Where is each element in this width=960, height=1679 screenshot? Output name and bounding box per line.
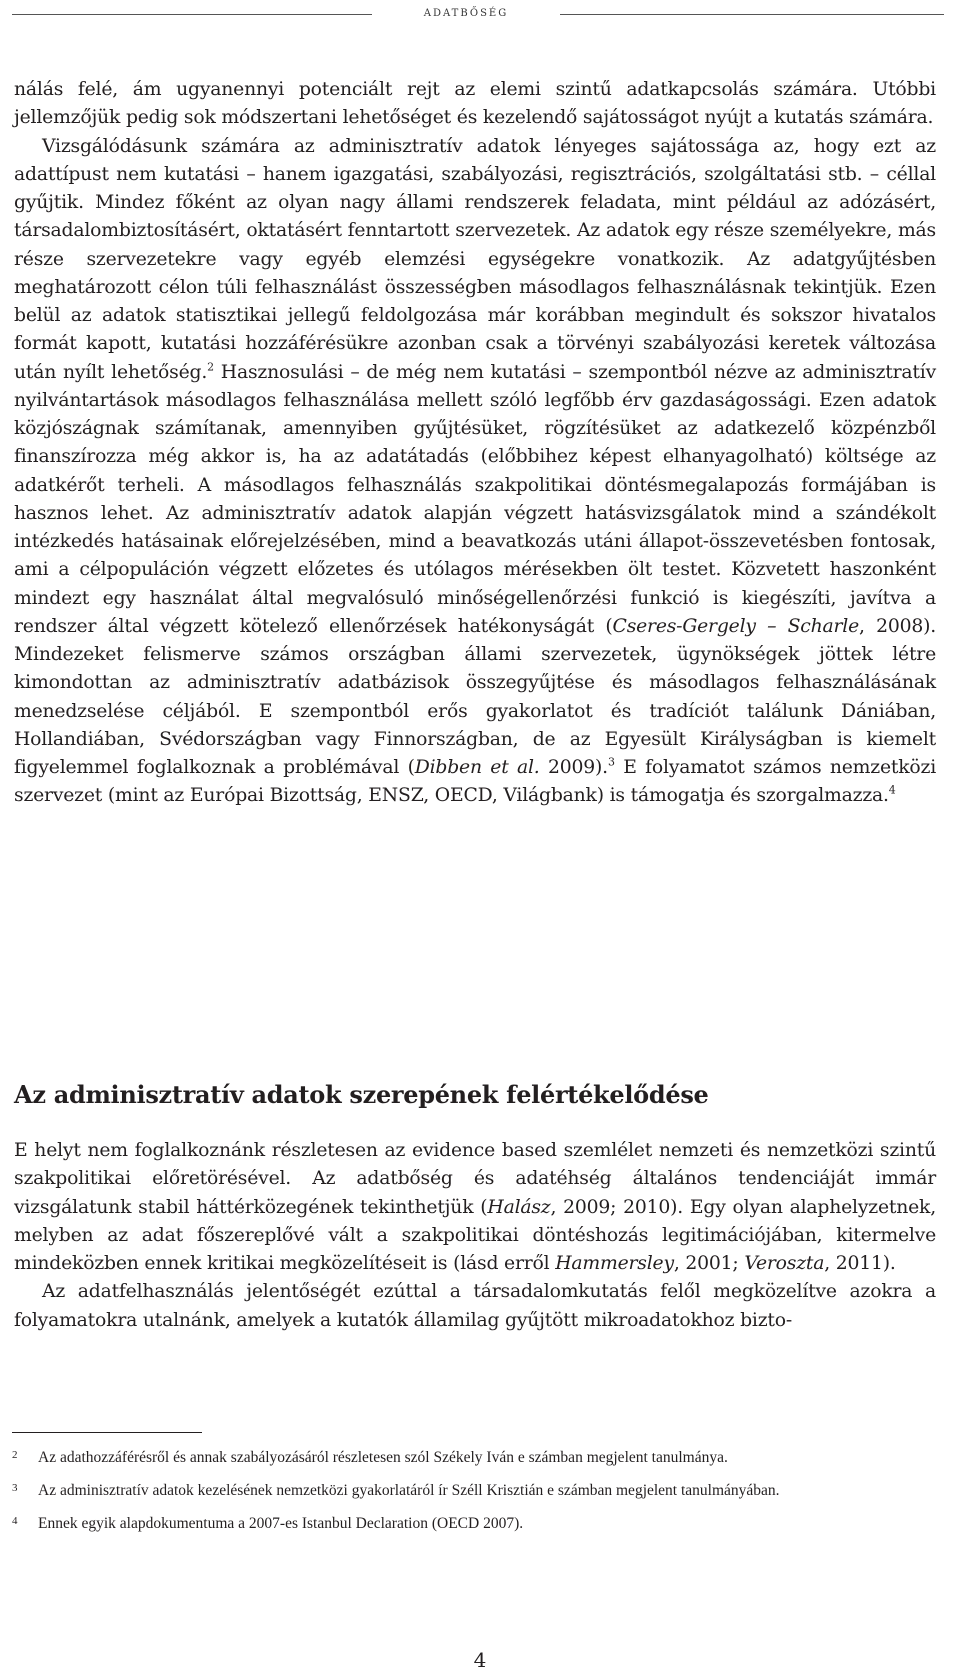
- citation: Dibben et al.: [414, 757, 540, 778]
- text-run: E folyamatot számos nemzetközi szervezet (mint az Európai Bizottság, ENSZ, OECD, Világbank) is támogatja és szorgalmazza.: [14, 757, 936, 807]
- text-run: Vizsgálódásunk számára az adminisztratív adatok lényeges sajátossága az, hogy ezt az adattípust nem kutatási – hanem igazgatási, szabályozási, regisztrációs, szolgáltatási stb. – céllal gyűjtik. Mindez főként az olyan nagy állami rendszerek feladata, mint például az adózásért, társadalombiztosításért, oktatásért fenntartott szervezetek. Az adatok egy része személyekre, más része szervezetekre vagy egyéb elemzési egységekre vonatkozik. Az adatgyűjtésben meghatározott célon túli felhasználást összességben másodlagos felhasználásnak tekintjük. Ezen belül az adatok statisztikai jellegű feldolgozása már korábban megindult és sokszor hivatalos formát kapott, kutatási hozzáférésükre azonban csak a törvényi szabályozási keretek változása után nyílt lehetőség.: [14, 135, 936, 383]
- main-body: [14, 76, 936, 811]
- text-run: 2009).: [539, 757, 608, 778]
- text-run: Hasznosulási – de még nem kutatási – szempontból nézve az adminisztratív nyilvántartások másodlagos felhasználása mellett szóló legfőbb érv gazdaságossági. Ezen adatok közjószágnak számítanak, amennyiben gyűjtésüket, rögzítésüket az adatkezelő közpénzből finanszírozza még akkor is, ha az adatátadás (előbbihez képest elhanyagolható) költsége az adatkérőt terheli. A másodlagos felhasználás szakpolitikai döntésmegalapozás formájában is hasznos lehet. Az adminisztratív adatok alapján végzett hatásvizsgálatok mind a szándékolt intézkedés hatásainak előrejelzésében, mind a beavatkozás utáni állapot-összevetésben fontosak, ami a célpopuláción végzett előzetes és utólagos mérésekben ölt testet. Közvetett haszonként mindezt egy használat által megvalósuló minőségellenőrzési funkció is kiegészíti, javítva a rendszer által végzett kötelező ellenőrzések hatékonyságát (: [14, 361, 936, 637]
- header-rule-left: [12, 14, 372, 15]
- section-paragraph-2: Az adatfelhasználás jelentőségét ezúttal a társadalomkutatás felől megközelítve azokra a folyamatokra utalnánk, amelyek a kutatók államilag gyűjtött mikroadatokhoz bizto-: [14, 1281, 936, 1331]
- footnote-number: 3: [12, 1482, 18, 1494]
- footnote-ref-4[interactable]: 4: [888, 783, 896, 797]
- footnote-4: [12, 1512, 936, 1535]
- footnotes: [12, 1446, 936, 1545]
- text-run: , 2008). Mindezeket felismerve számos országban állami szervezetek, ügynökségek jöttek létre kimondottan az adminisztratív adatbázisok összegyűjtése és másodlagos felhasználásának menedzselése céljából. E szempontból erős gyakorlatot és tradíciót találunk Dániában, Hollandiában, Svédországban vagy Finnországban, de az Egyesült Királyságban is kiemelt figyelemmel foglalkoznak a problémával (: [14, 615, 937, 778]
- footnote-number: 2: [12, 1449, 18, 1461]
- text-run: , 2009; 2010). Egy olyan alaphelyzetnek, melyben az adat főszereplővé vált a szakpolitikai döntéshozás legitimációjában, kitermelve mindeközben ennek kritikai megközelítéseit is (lásd erről: [14, 1196, 936, 1274]
- page-number: 4: [473, 1648, 487, 1672]
- footnote-text: Az adminisztratív adatok kezelésének nemzetközi gyakorlatáról ír Széll Krisztián e számban megjelent tanulmányában.: [38, 1482, 780, 1499]
- footnote-3: [12, 1479, 936, 1502]
- paragraph-continued: nálás felé, ám ugyanennyi potenciált rejt az elemi szintű adatkapcsolás számára. Utóbbi jellemzőjük pedig sok módszertani lehetőséget és kezelendő sajátosságot nyújt a kutatás számára.: [14, 79, 936, 129]
- citation: Hammersley: [555, 1253, 674, 1274]
- text-run: , 2011).: [824, 1253, 896, 1274]
- text-run: E helyt nem foglalkoznánk részletesen az evidence based szemlélet nemzeti és nemzetközi szintű szakpolitikai előretörésével. Az adatbőség és adatéhség általános tendenciáját immár vizsgálatunk stabil háttérközegének tekinthetjük (: [14, 1140, 936, 1218]
- citation: Cseres-Gergely – Scharle: [612, 615, 860, 637]
- paragraph-administrative-data: [14, 133, 936, 811]
- footnote-text: Az adathozzáférésről és annak szabályozásáról részletesen szól Székely Iván e számban megjelent tanulmánya.: [38, 1449, 728, 1466]
- citation: Veroszta: [744, 1253, 825, 1274]
- footnote-number: 4: [12, 1515, 18, 1527]
- footnote-ref-3[interactable]: 3: [607, 755, 615, 769]
- running-header: [0, 0, 960, 30]
- section-paragraph-1: [14, 1137, 936, 1278]
- citation: Halász: [487, 1196, 551, 1218]
- footnote-ref-2[interactable]: 2: [207, 360, 214, 374]
- footnote-text: Ennek egyik alapdokumentuma a 2007-es Istanbul Declaration (OECD 2007).: [38, 1515, 524, 1532]
- text-run: , 2001;: [673, 1253, 745, 1274]
- running-title: adatbőség: [423, 4, 509, 20]
- section-heading: Az adminisztratív adatok szerepének felértékelődése: [14, 1080, 709, 1109]
- footnote-2: [12, 1446, 936, 1469]
- header-rule-right: [560, 14, 944, 15]
- footnote-separator: [12, 1432, 202, 1433]
- section-body: [14, 1137, 936, 1335]
